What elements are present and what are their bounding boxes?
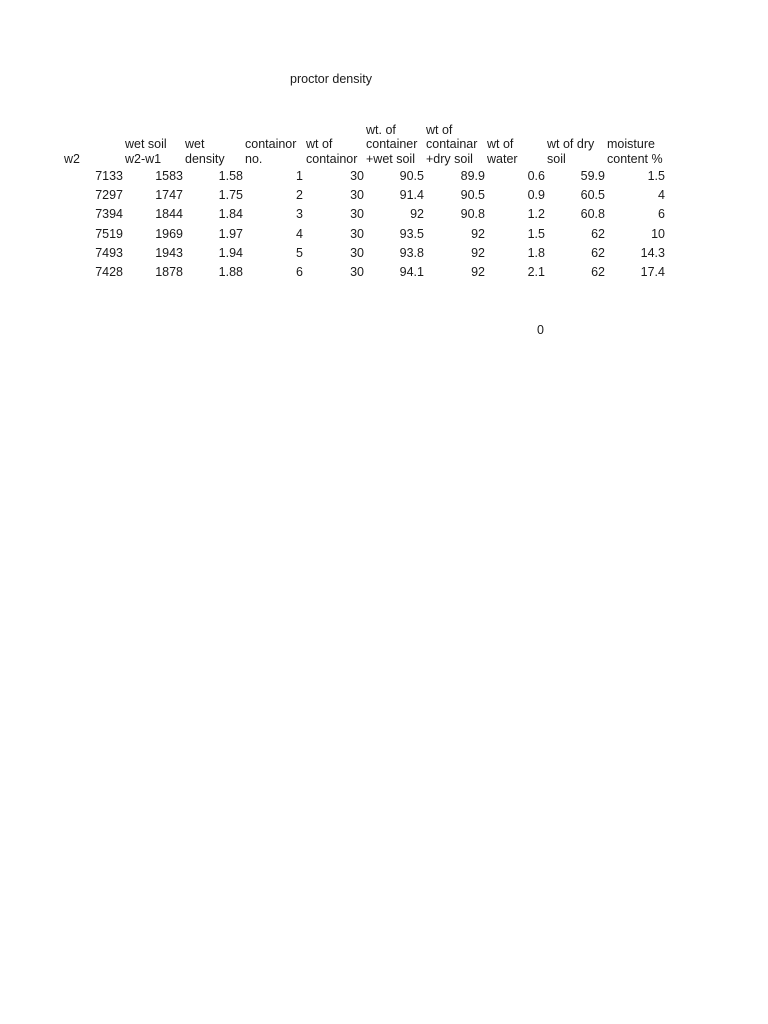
header-wt-container: wt of containor <box>306 137 358 166</box>
table-cell: 62 <box>591 245 605 260</box>
table-cell: 17.4 <box>640 264 665 279</box>
table-cell: 93.5 <box>399 226 424 241</box>
table-cell: 92 <box>471 264 485 279</box>
table-cell: 7428 <box>95 264 123 279</box>
table-cell: 0.9 <box>527 188 545 203</box>
table-cell: 30 <box>350 264 364 279</box>
table-cell: 60.5 <box>580 188 605 203</box>
table-cell: 62 <box>591 226 605 241</box>
table-cell: 1.75 <box>218 188 243 203</box>
header-wt-water: wt of water <box>487 137 518 166</box>
table-cell: 1.97 <box>218 226 243 241</box>
table-cell: 14.3 <box>640 245 665 260</box>
table-cell: 2.1 <box>527 264 545 279</box>
table-cell: 94.1 <box>399 264 424 279</box>
table-cell: 1.2 <box>527 207 545 222</box>
table-cell: 1.8 <box>527 245 545 260</box>
header-wet-soil: wet soil w2-w1 <box>125 137 167 166</box>
table-cell: 7493 <box>95 245 123 260</box>
table-cell: 59.9 <box>580 169 605 183</box>
table-cell: 2 <box>296 188 303 203</box>
stray-value: 0 <box>537 323 544 337</box>
table-cell: 7133 <box>95 169 123 183</box>
table-cell: 1.84 <box>218 207 243 222</box>
table-cell: 30 <box>350 226 364 241</box>
table-cell: 1 <box>296 169 303 183</box>
header-container-no: containor no. <box>245 137 297 166</box>
table-cell: 4 <box>658 188 665 203</box>
header-wt-container-dry-soil: wt of containar +dry soil <box>426 122 478 166</box>
header-w2: w2 <box>64 151 80 166</box>
header-wt-dry-soil: wt of dry soil <box>547 137 595 166</box>
table-cell: 92 <box>410 207 424 222</box>
table-cell: 62 <box>591 264 605 279</box>
table-cell: 1943 <box>155 245 183 260</box>
table-cell: 1747 <box>155 188 183 203</box>
table-cell: 3 <box>296 207 303 222</box>
table-cell: 90.5 <box>460 188 485 203</box>
table-cell: 89.9 <box>460 169 485 183</box>
header-moisture-content: moisture content % <box>607 137 663 166</box>
table-cell: 1.5 <box>647 169 665 183</box>
table-cell: 91.4 <box>399 188 424 203</box>
table-cell: 30 <box>350 245 364 260</box>
header-wt-container-wet-soil: wt. of container +wet soil <box>366 122 418 166</box>
table-cell: 1.88 <box>218 264 243 279</box>
table-cell: 10 <box>651 226 665 241</box>
table-cell: 60.8 <box>580 207 605 222</box>
table-cell: 7297 <box>95 188 123 203</box>
table-cell: 0.6 <box>527 169 545 183</box>
table-cell: 92 <box>471 226 485 241</box>
table-cell: 1.5 <box>527 226 545 241</box>
table-cell: 6 <box>296 264 303 279</box>
table-cell: 1583 <box>155 169 183 183</box>
table-cell: 30 <box>350 207 364 222</box>
table-cell: 7394 <box>95 207 123 222</box>
table-cell: 92 <box>471 245 485 260</box>
header-wet-density: wet density <box>185 137 225 166</box>
table-cell: 6 <box>658 207 665 222</box>
table-cell: 1878 <box>155 264 183 279</box>
table-cell: 1.94 <box>218 245 243 260</box>
table-cell: 1844 <box>155 207 183 222</box>
table-cell: 90.8 <box>460 207 485 222</box>
table-cell: 93.8 <box>399 245 424 260</box>
table-cell: 1.58 <box>218 169 243 183</box>
table-cell: 4 <box>296 226 303 241</box>
table-cell: 30 <box>350 188 364 203</box>
page-title: proctor density <box>290 72 372 86</box>
table-cell: 30 <box>350 169 364 183</box>
table-cell: 5 <box>296 245 303 260</box>
table-cell: 1969 <box>155 226 183 241</box>
table-cell: 90.5 <box>399 169 424 183</box>
table-cell: 7519 <box>95 226 123 241</box>
